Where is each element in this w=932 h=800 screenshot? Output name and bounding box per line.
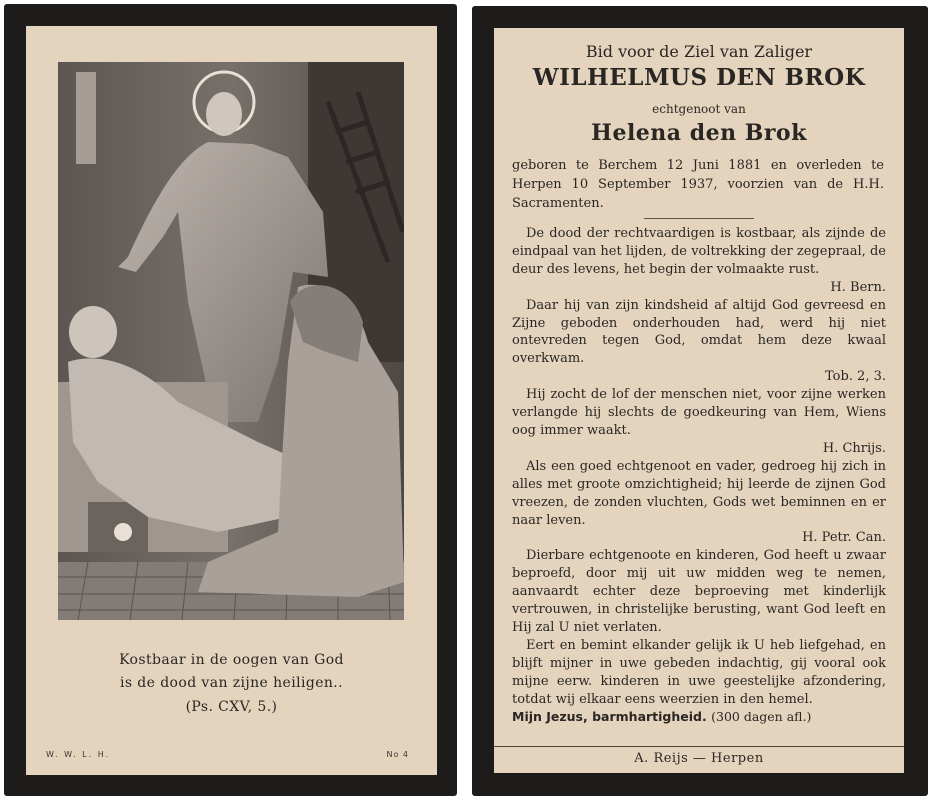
verse-line-2: is de dood van zijne heiligen.. — [119, 675, 343, 691]
closing-line — [512, 708, 886, 726]
spouse-name: Helena den Brok — [591, 120, 807, 146]
verse-reference: (Ps. CXV, 5.) — [185, 699, 278, 715]
verse-line-1: Kostbaar in de oogen van God — [119, 652, 344, 668]
candle-light — [114, 523, 132, 541]
reclining-man-head — [69, 306, 117, 358]
standing-figure-head — [206, 92, 242, 136]
memorial-card-front — [4, 4, 457, 796]
card-back-paper — [494, 28, 904, 773]
paragraph-source: H. Chrijs. — [822, 440, 886, 456]
paragraph: Dierbare echtgenoote en kinderen, God heeft u zwaar beproefd, door mij uit uw midden weg te nemen, aanvaardt echter deze beproeving met kinderlijk vertrouwen, in christelijke berusting, want God leeft en Hij zal U niet verlaten. — [512, 548, 886, 635]
card-heading: Bid voor de Ziel van Zaliger — [585, 42, 813, 61]
paragraph: Als een goed echtgenoot en vader, gedroeg hij zich in alles met groote omzichtigheid; hij leerde de zijnen God vreezen, de zonden vluchten, Gods wet beminnen en er naar leven. — [512, 458, 886, 528]
closing-prayer: Mijn Jezus, barmhartigheid. — [512, 709, 707, 725]
memorial-card-back — [472, 6, 928, 796]
printer-credit: A. Reijs — Herpen — [634, 751, 764, 766]
paragraph: Daar hij van zijn kindsheid af altijd God gevreesd en Zijne geboden onderhouden had, werd hij niet ontevreden tegen God, omdat hem deze kwaal overkwam. — [512, 297, 886, 367]
memorial-text — [512, 225, 886, 726]
paragraph: Eert en bemint elkander gelijk ik U heb liefgehad, en blijft mijner in uwe gebeden indachtig, gij vooral ook mijne eerw. kinderen in uwe geestelijke afzondering, totdat wij elkaar eens weerzien in den hemel. — [512, 637, 886, 707]
illustration-svg — [58, 62, 404, 620]
paragraph-source: Tob. 2, 3. — [824, 369, 886, 385]
publisher-mark: W. W. L. H. — [46, 750, 111, 759]
bottom-rule — [494, 746, 904, 747]
card-front-paper — [26, 26, 437, 775]
deceased-name: WILHELMUS DEN BROK — [532, 64, 866, 91]
indulgence-note: (300 dagen afl.) — [711, 709, 812, 725]
card-number: No 4 — [386, 750, 409, 759]
birth-death-text: geboren te Berchem 12 Juni 1881 en overleden te Herpen 10 September 1937, voorzien van de H.H. Sacramenten. — [512, 158, 884, 211]
paragraph: Hij zocht de lof der menschen niet, voor zijne werken verlangde hij slechts de goedkeuring van Hem, Wiens oog immer waakt. — [512, 387, 886, 438]
paragraph-source: H. Bern. — [830, 279, 886, 295]
paragraph: De dood der rechtvaardigen is kostbaar, als zijnde de eindpaal van het lijden, de voltrekking der zegepraal, de deur des levens, het begin der volmaakte rust. — [512, 226, 886, 277]
window — [76, 72, 96, 164]
deathbed-illustration — [58, 62, 404, 620]
spouse-intro: echtgenoot van — [652, 102, 746, 116]
divider-rule — [644, 218, 754, 219]
paragraph-source: H. Petr. Can. — [802, 530, 886, 546]
